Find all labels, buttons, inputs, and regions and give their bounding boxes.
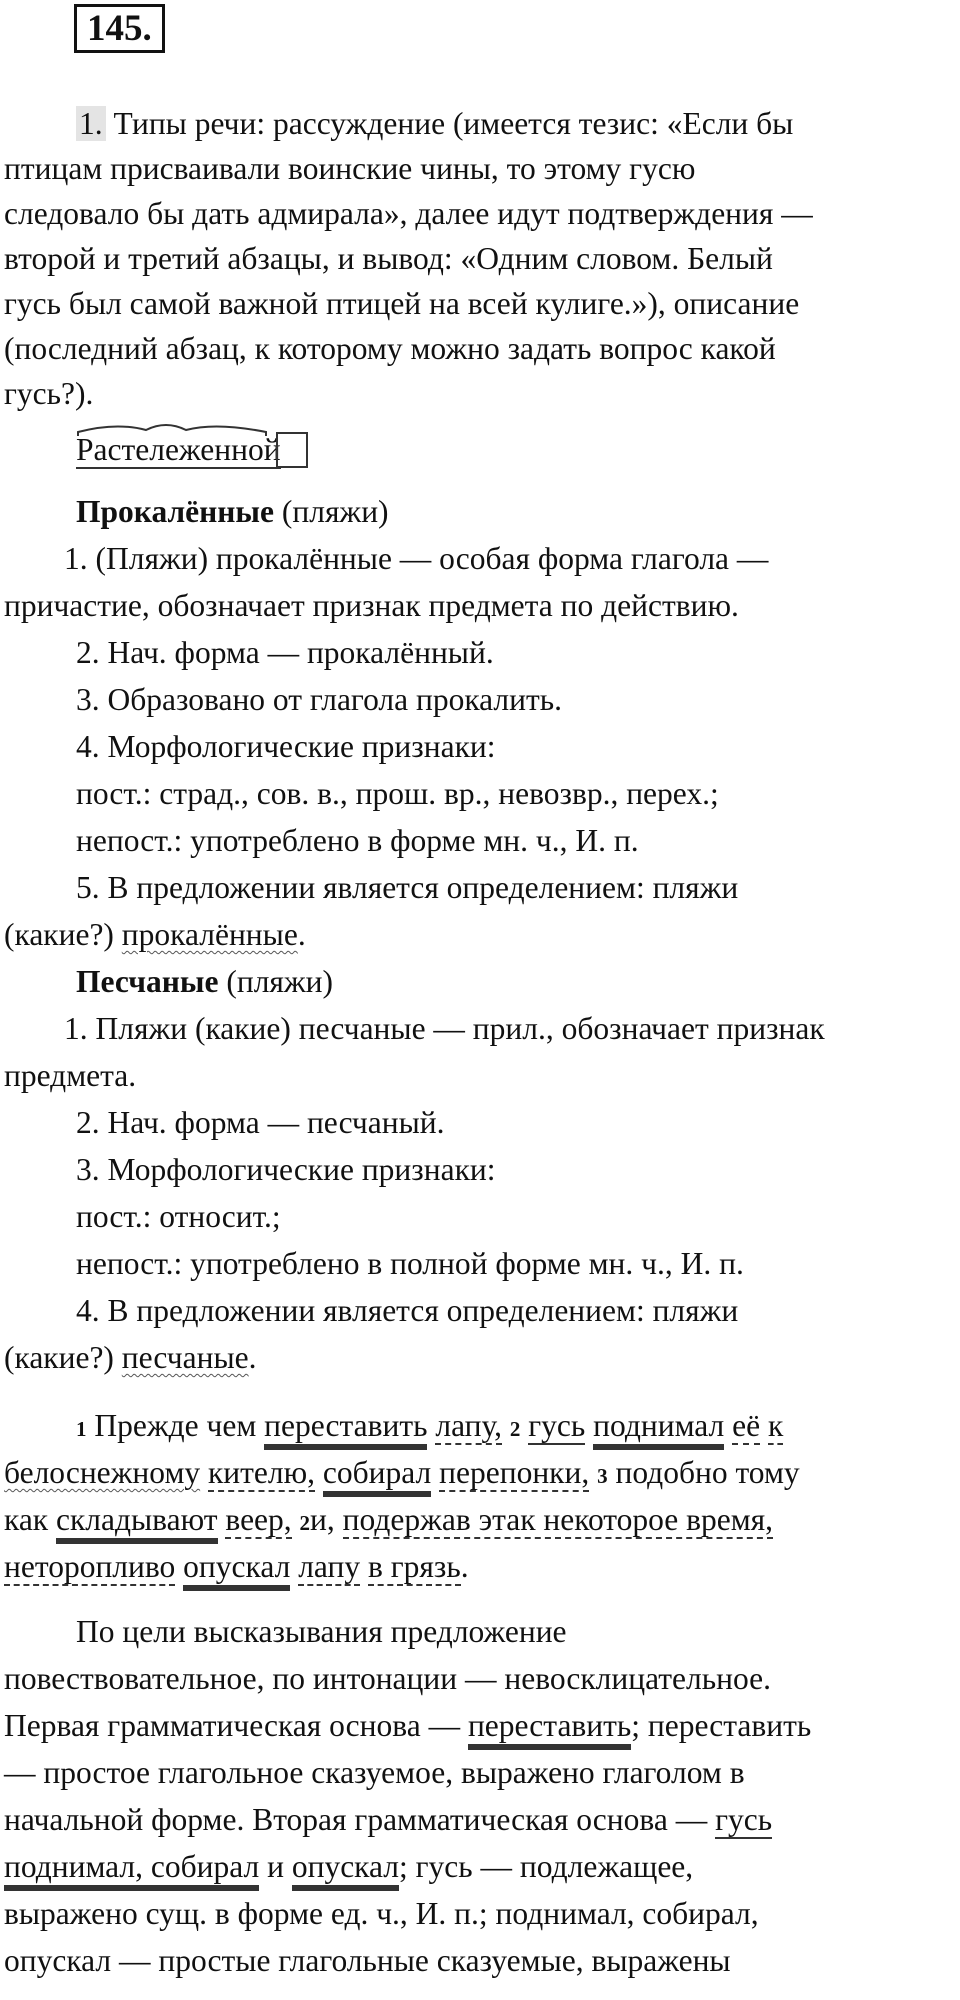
clause-marker: 1 [76,1417,87,1441]
word: и, [310,1502,335,1537]
object: к [768,1408,784,1443]
punct: . [248,1340,257,1375]
predicate: переставить [264,1408,427,1446]
text-line: 2. Нач. форма — песчаный. [76,1105,445,1140]
object: лапу, [435,1408,502,1443]
question: (какие?) [4,1340,114,1375]
adverbial: в грязь [367,1549,461,1584]
object: кителю, [208,1455,316,1490]
text-line: выражено сущ. в форме ед. ч., И. п.; поднимал, собирал, [4,1896,759,1931]
word-context: (пляжи) [226,964,334,999]
text-line: пост.: относит.; [76,1199,281,1234]
question: (какие?) [4,917,114,952]
text-line [4,1706,811,1746]
text-line: причастие, обозначает признак предмета по действию. [4,588,739,623]
text-line: 5. В предложении является определением: пляжи [76,870,739,905]
predicate: опускал [183,1549,290,1587]
word-bold: Прокалённые [76,494,274,529]
text-line [76,104,793,144]
task-number: 145. [74,4,165,53]
text-line: второй и третий абзацы, и вывод: «Одним словом. Белый [4,241,773,276]
morpheme-analysis [76,430,281,470]
text-line: 1. Пляжи (какие) песчаные — прил., обозначает признак [64,1011,825,1046]
ending-box [276,432,308,468]
item-marker: 1. [76,106,106,141]
clause-marker: 3 [597,1464,608,1488]
text: и [259,1849,292,1884]
text-line [4,1800,772,1840]
text-line [4,915,306,955]
text-line: — простое глагольное сказуемое, выражено глаголом в [4,1755,745,1790]
predicate: поднимал, собирал [4,1849,259,1887]
punct: . [297,917,306,952]
subject: гусь [715,1802,773,1837]
text-line: непост.: употреблено в полной форме мн. ч., И. п. [76,1246,744,1281]
word-bold: Песчаные [76,964,219,999]
predicate: переставить [468,1708,631,1746]
text-line: 3. Морфологические признаки: [76,1152,496,1187]
sentence-line [4,1547,469,1587]
attribute: белоснежному [4,1455,201,1490]
word: подобно тому [615,1455,800,1490]
word: как [4,1502,49,1537]
object: веер, [225,1502,292,1537]
text-line [4,1338,256,1378]
text-line: птицам присваивали воинские чины, то этому гусю [4,151,696,186]
clause-marker: 2 [299,1511,311,1535]
text-line: 2. Нач. форма — прокалённый. [76,635,494,670]
object: её [732,1408,761,1443]
text-line: 1. (Пляжи) прокалённые — особая форма глагола — [64,541,769,576]
text-line: 3. Образовано от глагола прокалить. [76,682,563,717]
text: начальной форме. Вторая грамматическая основа — [4,1802,708,1837]
word-heading [76,962,333,1002]
clause-marker: 2 [509,1417,521,1441]
sentence-line [76,1406,783,1449]
text-line: следовало бы дать адмирала», далее идут подтверждения — [4,196,813,231]
sentence-line [4,1500,773,1543]
definition-word: песчаные [121,1340,249,1375]
text: ; переставить [631,1708,812,1743]
text-line: 4. В предложении является определением: пляжи [76,1293,739,1328]
line-text: Типы речи: рассуждение (имеется тезис: «Если бы [113,106,794,141]
text-line: По цели высказывания предложение [76,1614,567,1649]
text: Первая грамматическая основа — [4,1708,461,1743]
text-line: 4. Морфологические признаки: [76,729,496,764]
text-line [4,1847,693,1887]
sentence-line [4,1453,800,1496]
definition-word: прокалённые [121,917,298,952]
punct: . [460,1549,469,1584]
word: Прежде чем [94,1408,257,1443]
adverbial: подержав этак некоторое время, [342,1502,774,1537]
text-line: повествовательное, по интонации — невосклицательное. [4,1661,771,1696]
text-line: пост.: страд., сов. в., прош. вр., невозвр., перех.; [76,776,719,811]
text-line: предмета. [4,1058,137,1093]
text: ; гусь — подлежащее, [399,1849,694,1884]
predicate: поднимал [593,1408,724,1446]
text-line: гусь?). [4,376,94,411]
text-line: непост.: употреблено в форме мн. ч., И. п. [76,823,639,858]
adverbial: неторопливо [4,1549,176,1584]
predicate: складывают [56,1502,218,1540]
text-line: (последний абзац, к которому можно задать вопрос какой [4,331,776,366]
morpheme-word: Растележенной [76,432,281,467]
object: лапу [298,1549,361,1584]
word-context: (пляжи) [281,494,389,529]
predicate: собирал [323,1455,431,1493]
object: перепонки, [439,1455,590,1490]
text-line: опускал — простые глагольные сказуемые, выражены [4,1943,731,1978]
word-heading [76,492,389,532]
text-line: гусь был самой важной птицей на всей кулиге.»), описание [4,286,800,321]
subject: гусь [528,1408,586,1443]
predicate: опускал [292,1849,399,1887]
